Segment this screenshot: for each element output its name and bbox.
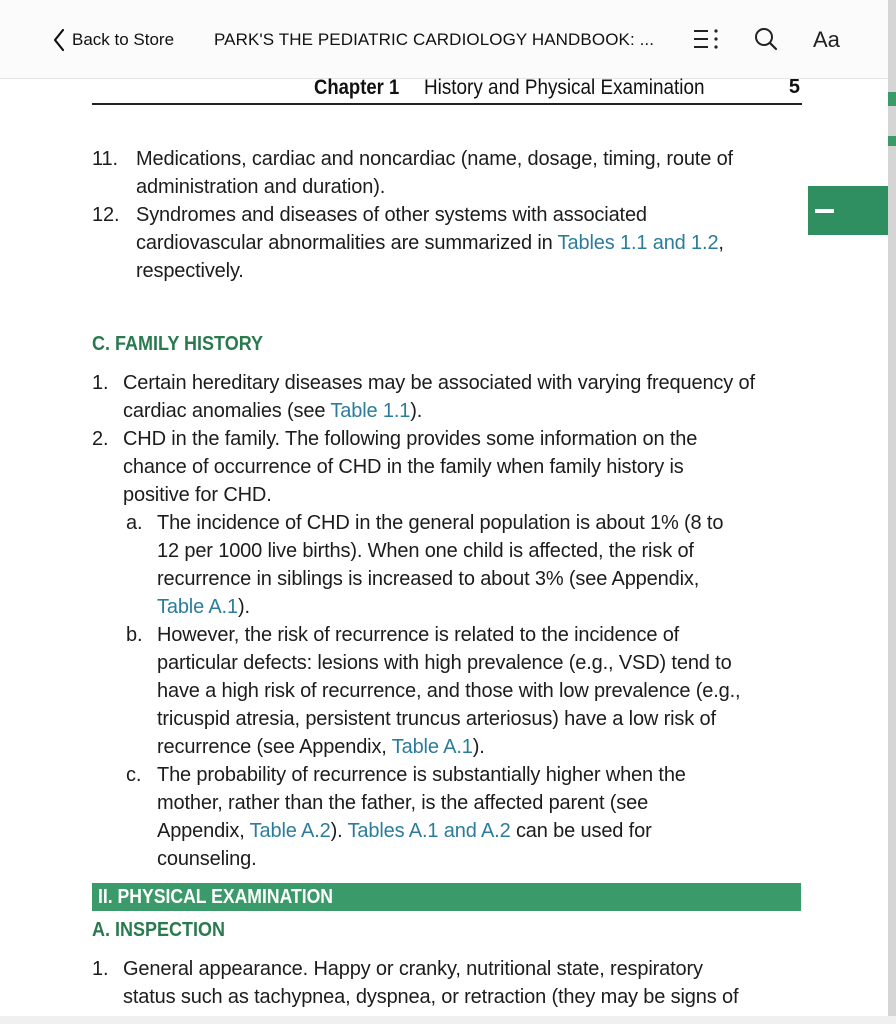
page-edge [888, 0, 896, 1024]
text-line [157, 817, 686, 845]
text-line: respectively. [136, 260, 244, 282]
text-span: , [718, 232, 724, 254]
page-number: 5 [788, 76, 800, 98]
list-item [126, 621, 802, 761]
text-line: General appearance. Happy or cranky, nutritional state, respiratory [123, 958, 703, 980]
back-to-store-button[interactable] [52, 26, 174, 54]
tables-1-1-and-1-2-link[interactable]: Tables 1.1 and 1.2 [557, 232, 719, 254]
tables-a-1-and-a-2-link[interactable]: Tables A.1 and A.2 [347, 820, 511, 842]
item-number: 2. [92, 428, 109, 450]
text-span: can be used for [510, 820, 652, 842]
chapter-title: History and Physical Examination [424, 76, 705, 99]
text-line: Syndromes and diseases of other systems with associated [136, 204, 647, 226]
physical-examination-heading: II. PHYSICAL EXAMINATION [98, 886, 334, 908]
family-history-heading: C. FAMILY HISTORY [92, 333, 264, 355]
text-line: CHD in the family. The following provides some information on the [123, 428, 698, 450]
text-span: cardiovascular abnormalities are summarized in [136, 232, 558, 254]
text-line: counseling. [157, 848, 257, 870]
text-line: particular defects: lesions with high prevalence (e.g., VSD) tend to [157, 652, 732, 674]
item-letter: c. [126, 764, 142, 786]
item-letter: a. [126, 512, 143, 534]
reader-toolbar [0, 0, 896, 79]
text-line: The incidence of CHD in the general population is about 1% (8 to [157, 512, 724, 534]
item-text [123, 369, 755, 425]
table-a-1-link[interactable]: Table A.1 [157, 596, 238, 618]
text-line [136, 229, 724, 257]
item-letter: b. [126, 624, 143, 646]
text-span: ). [410, 400, 423, 422]
font-settings-button[interactable]: Aa [813, 27, 840, 52]
text-line: However, the risk of recurrence is related to the incidence of [157, 624, 680, 646]
bottom-edge [0, 1016, 896, 1024]
item-text [123, 425, 697, 509]
text-line: mother, rather than the father, is the affected parent (see [157, 792, 649, 814]
back-to-store-label: Back to Store [72, 30, 175, 49]
text-line: Certain hereditary diseases may be associated with varying frequency of [123, 372, 755, 394]
text-span: ). [472, 736, 485, 758]
text-line: administration and duration). [136, 176, 386, 198]
text-line: positive for CHD. [123, 484, 272, 506]
search-icon[interactable] [752, 24, 780, 59]
list-item [92, 425, 802, 509]
text-line [157, 733, 740, 761]
text-line: recurrence in siblings is increased to about 3% (see Appendix, [157, 568, 700, 590]
table-of-contents-icon[interactable] [692, 24, 720, 59]
chapter-thumb-label: I [808, 206, 840, 215]
text-span: recurrence (see Appendix, [157, 736, 392, 758]
list-item [126, 509, 802, 621]
text-line [157, 593, 723, 621]
list-item [92, 955, 802, 1011]
inspection-heading: A. INSPECTION [92, 919, 226, 941]
physical-examination-heading-bar [92, 883, 801, 911]
chevron-left-icon [52, 28, 66, 52]
item-number: 11. [92, 148, 118, 170]
chapter-thumb-tab [808, 186, 888, 235]
item-text [157, 509, 723, 621]
item-text [157, 761, 686, 873]
item-number: 1. [92, 958, 109, 980]
text-line [123, 397, 755, 425]
text-span: ). [237, 596, 250, 618]
text-line: chance of occurrence of CHD in the family when family history is [123, 456, 684, 478]
book-title: PARK'S THE PEDIATRIC CARDIOLOGY HANDBOOK: ... [214, 30, 655, 49]
list-item [92, 201, 802, 285]
running-header [92, 76, 802, 105]
text-line: have a high risk of recurrence, and those with low prevalence (e.g., [157, 680, 741, 702]
item-text [136, 145, 733, 201]
item-text [123, 955, 738, 1011]
page-edge-marker [888, 92, 896, 106]
text-line: Medications, cardiac and noncardiac (name, dosage, timing, route of [136, 148, 733, 170]
list-item [92, 369, 802, 425]
text-line: tricuspid atresia, persistent truncus arteriosus) have a low risk of [157, 708, 716, 730]
item-number: 1. [92, 372, 109, 394]
text-line: The probability of recurrence is substantially higher when the [157, 764, 686, 786]
list-item [92, 145, 802, 201]
text-line: status such as tachypnea, dyspnea, or retraction (they may be signs of [123, 986, 739, 1008]
item-text [157, 621, 740, 761]
text-span: Appendix, [157, 820, 250, 842]
item-text [136, 201, 724, 285]
table-1-1-link[interactable]: Table 1.1 [330, 400, 411, 422]
list-item [126, 761, 802, 873]
text-line: 12 per 1000 live births). When one child is affected, the risk of [157, 540, 694, 562]
table-a-2-link[interactable]: Table A.2 [249, 820, 331, 842]
text-span: ). [330, 820, 348, 842]
table-a-1-link[interactable]: Table A.1 [391, 736, 473, 758]
chapter-label: Chapter 1 [314, 76, 400, 99]
item-number: 12. [92, 204, 120, 226]
text-span: cardiac anomalies (see [123, 400, 331, 422]
page-edge-marker [888, 136, 896, 146]
